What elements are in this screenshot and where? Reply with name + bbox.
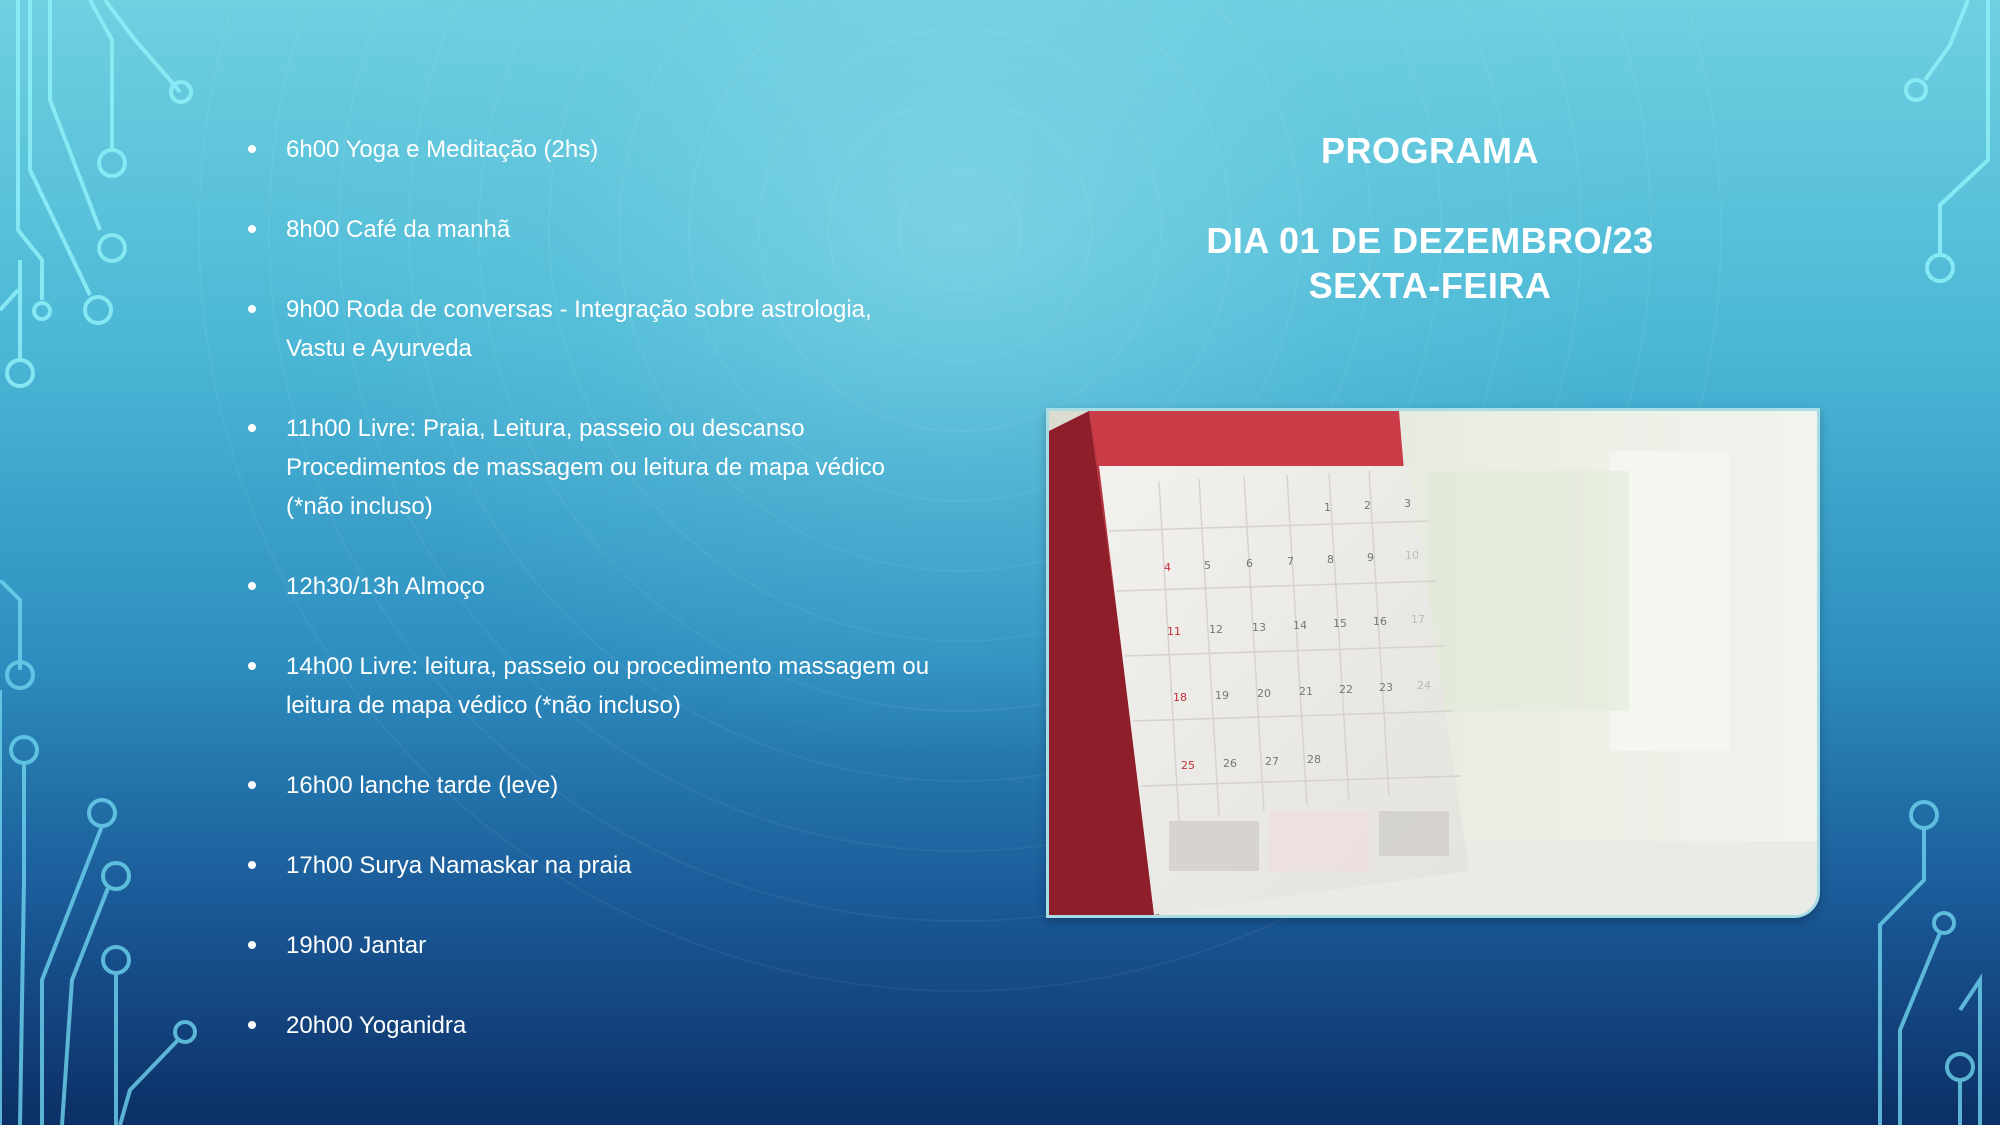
list-item	[248, 1006, 1008, 1045]
schedule-text: 14h00 Livre: leitura, passeio ou procedimento massagem ou	[286, 653, 930, 680]
list-item	[248, 290, 1008, 368]
schedule-text: 20h00 Yoganidra	[286, 1012, 467, 1039]
calendar-day: 27	[1265, 755, 1279, 768]
list-item	[248, 926, 1008, 965]
calendar-day: 23	[1379, 681, 1393, 694]
calendar-day: 4	[1164, 561, 1171, 574]
circuit-decoration-bottom-right	[1850, 780, 2000, 1125]
schedule-text: 9h00 Roda de conversas - Integração sobre astrologia,	[286, 296, 872, 323]
calendar-day: 7	[1287, 555, 1294, 568]
calendar-day: 12	[1209, 623, 1223, 636]
list-item	[248, 130, 1008, 169]
calendar-day: 15	[1333, 617, 1347, 630]
calendar-day: 6	[1246, 557, 1253, 570]
calendar-day: 21	[1299, 685, 1313, 698]
list-item	[248, 567, 1008, 606]
calendar-day: 11	[1167, 625, 1181, 638]
calendar-day: 19	[1215, 689, 1229, 702]
calendar-day: 18	[1173, 691, 1187, 704]
title-line-date: DIA 01 DE DEZEMBRO/23	[1206, 220, 1654, 261]
schedule-text: 8h00 Café da manhã	[286, 216, 511, 243]
calendar-day: 3	[1404, 497, 1411, 510]
list-item	[248, 647, 1008, 725]
schedule-text: 12h30/13h Almoço	[286, 573, 485, 600]
circuit-decoration-top-left	[0, 0, 210, 390]
calendar-day: 10	[1405, 549, 1419, 562]
schedule-text: Procedimentos de massagem ou leitura de mapa védico	[286, 454, 885, 481]
schedule-text: 11h00 Livre: Praia, Leitura, passeio ou descanso	[286, 415, 805, 442]
calendar-day: 20	[1257, 687, 1271, 700]
schedule-text: 16h00 lanche tarde (leve)	[286, 772, 559, 799]
schedule-text: Vastu e Ayurveda	[286, 335, 472, 362]
calendar-day: 2	[1364, 499, 1371, 512]
calendar-day: 9	[1367, 551, 1374, 564]
calendar-day: 14	[1293, 619, 1307, 632]
title-line-weekday: SEXTA-FEIRA	[1308, 265, 1552, 306]
calendar-day: 5	[1204, 559, 1211, 572]
circuit-decoration-bottom-left	[0, 580, 210, 1125]
list-item	[248, 409, 1008, 526]
schedule-list	[248, 130, 1008, 1086]
calendar-day: 1	[1324, 501, 1331, 514]
list-item	[248, 210, 1008, 249]
schedule-text: 17h00 Surya Namaskar na praia	[286, 852, 632, 879]
calendar-day: 8	[1327, 553, 1334, 566]
calendar-day: 25	[1181, 759, 1195, 772]
title-line-programa: PROGRAMA	[1321, 130, 1539, 171]
calendar-day: 26	[1223, 757, 1237, 770]
slide-title	[1100, 128, 1760, 308]
schedule-text: 19h00 Jantar	[286, 932, 427, 959]
list-item	[248, 766, 1008, 805]
calendar-day: 17	[1411, 613, 1425, 626]
desk-calendar-photo	[1046, 408, 1820, 918]
circuit-decoration-top-right	[1850, 0, 2000, 290]
schedule-text: (*não incluso)	[286, 493, 433, 520]
list-item	[248, 846, 1008, 885]
calendar-day: 28	[1307, 753, 1321, 766]
calendar-day: 16	[1373, 615, 1387, 628]
calendar-day: 24	[1417, 679, 1431, 692]
calendar-day: 22	[1339, 683, 1353, 696]
calendar-day: 13	[1252, 621, 1266, 634]
schedule-text: leitura de mapa védico (*não incluso)	[286, 692, 681, 719]
schedule-text: 6h00 Yoga e Meditação (2hs)	[286, 136, 599, 163]
